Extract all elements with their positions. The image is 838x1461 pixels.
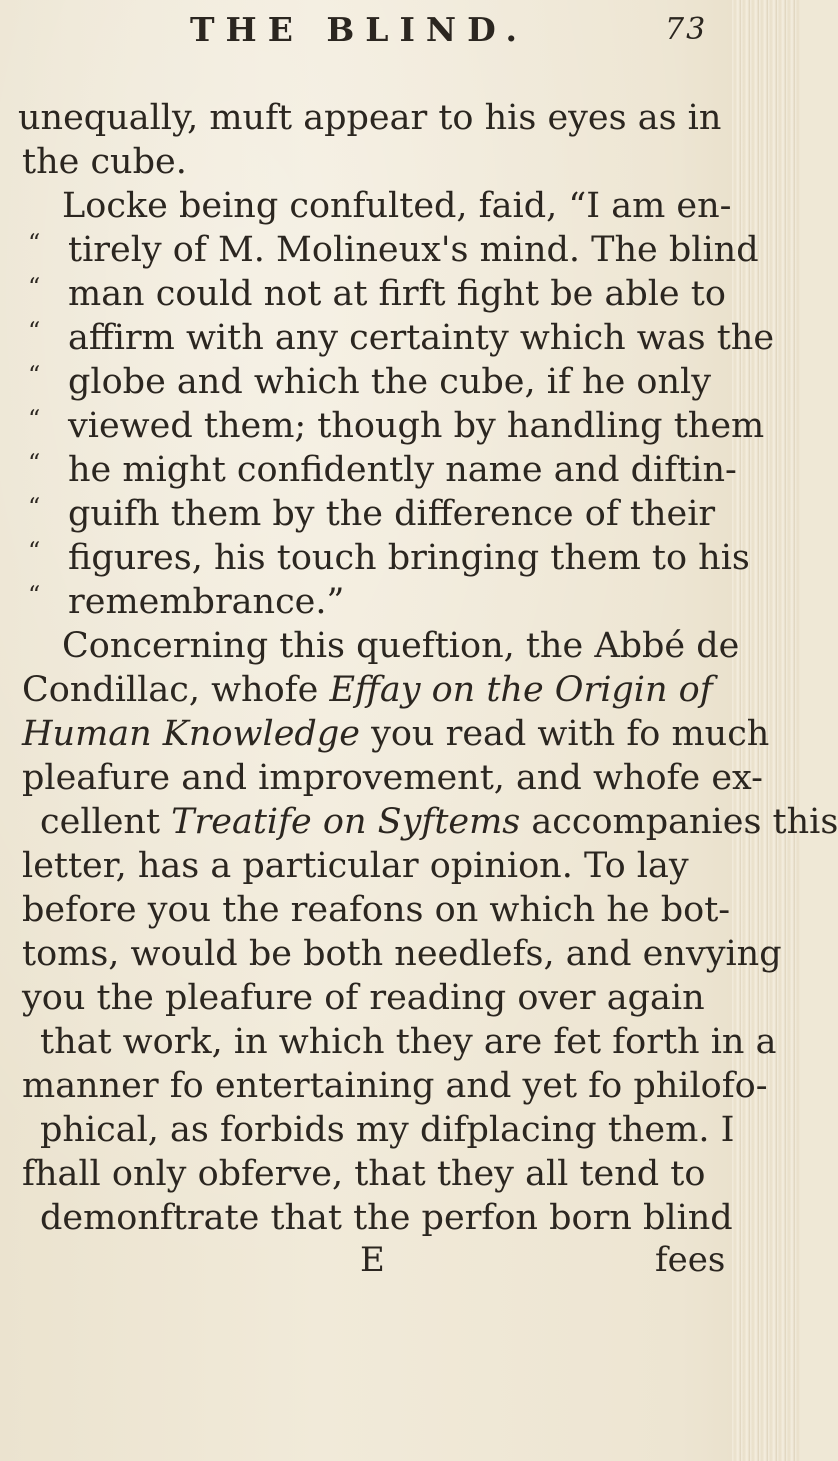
text-line: “ globe and which the cube, if he only: [28, 361, 712, 402]
text-line: “ affirm with any certainty which was the: [28, 317, 775, 358]
text-line: “ viewed them; though by handling them: [28, 405, 765, 446]
italic-title: Effay on the Origin of: [329, 670, 713, 710]
text-line: Locke being confulted, faid, “I am en-: [62, 186, 732, 226]
text-line: “ remembrance.”: [28, 581, 345, 622]
text-line: unequally, muft appear to his eyes as in: [18, 98, 722, 138]
text-line: before you the reafons on which he bot-: [22, 890, 731, 930]
running-head: THE BLIND.: [190, 10, 529, 49]
text-line: Condillac, whofe Effay on the Origin of: [22, 670, 713, 710]
text-line: demonftrate that the perfon born blind: [40, 1198, 733, 1238]
text-line: letter, has a particular opinion. To lay: [22, 846, 689, 886]
text-line: “ he might confidently name and diftin-: [28, 449, 737, 490]
page-number: 73: [665, 12, 708, 47]
text-line: that work, in which they are fet forth in a: [40, 1022, 777, 1062]
text-line: phical, as forbids my difplacing them. I: [40, 1110, 735, 1150]
italic-title: Human Knowledge: [22, 714, 360, 754]
text-line: “ tirely of M. Molineux's mind. The blind: [28, 229, 759, 270]
quote-mark: “: [28, 273, 41, 301]
text-line: “ guifh them by the difference of their: [28, 493, 716, 534]
text-line: the cube.: [22, 142, 187, 182]
text-line: cellent Treatife on Syftems accompanies this: [40, 802, 838, 842]
quote-mark: “: [28, 493, 41, 521]
text-line: toms, would be both needlefs, and envying: [22, 934, 782, 974]
text-line: Concerning this queftion, the Abbé de: [62, 626, 740, 666]
quote-mark: “: [28, 317, 41, 345]
text-line: “ figures, his touch bringing them to his: [28, 537, 750, 578]
text-line: you the pleafure of reading over again: [22, 978, 705, 1018]
quote-mark: “: [28, 361, 41, 389]
text-line: pleafure and improvement, and whofe ex-: [22, 758, 763, 798]
catchword: fees: [655, 1240, 726, 1280]
quote-mark: “: [28, 581, 41, 609]
text-line: “ man could not at firft fight be able to: [28, 273, 726, 314]
text-line: Human Knowledge you read with fo much: [22, 714, 770, 754]
text-line: fhall only obferve, that they all tend to: [22, 1154, 706, 1194]
quote-mark: “: [28, 537, 41, 565]
quote-mark: “: [28, 229, 41, 257]
text-line: manner fo entertaining and yet fo philofo-: [22, 1066, 768, 1106]
quote-mark: “: [28, 449, 41, 477]
quote-mark: “: [28, 405, 41, 433]
signature-mark: E: [360, 1240, 385, 1280]
page-header: [0, 8, 760, 52]
italic-title: Treatife on Syftems: [171, 802, 521, 842]
